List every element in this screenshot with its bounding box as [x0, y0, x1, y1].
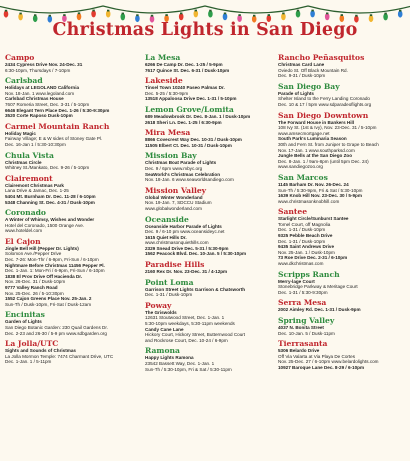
- display-detail: Hotel del Coronado, 1500 Orange Ave.: [5, 222, 85, 228]
- display-name: Merry-lage Court: [278, 278, 315, 284]
- display-name: South Park's Luminaria Season: [278, 136, 347, 142]
- light-bulb-cap: [63, 14, 65, 16]
- column-1: [5, 53, 139, 459]
- display-name: 9777 Valley Ranch Road: [5, 285, 58, 291]
- light-bulb-cap: [151, 15, 153, 17]
- display-detail: www.globalwonderland.com: [145, 205, 202, 211]
- neighborhood-section: [278, 173, 408, 204]
- display-detail: 6:30-10pm, Thursdays / 7-10pm: [5, 67, 71, 73]
- neighborhood-section: [145, 346, 273, 372]
- neighborhood-heading: Ramona: [145, 346, 180, 356]
- display-detail: Shelter Island to the Ferry Landing Coronado: [278, 96, 370, 102]
- display-detail: Dec. 9-31 / Dusk-10pm: [278, 73, 326, 79]
- display-detail: Dec. 1-31 / Dusk-10pm: [278, 238, 326, 244]
- display-detail: 7607 Romeria Street, Dec. 3-31 / 5-10pm: [5, 101, 90, 107]
- neighborhood-heading: Mira Mesa: [145, 128, 191, 138]
- display-detail: Dec. 1-31 / Dusk-10pm: [278, 227, 326, 233]
- display-name: 11505 Elbert Ct. Dec. 10-31 / Dusk-10pm: [145, 142, 232, 148]
- display-detail: Dec. 10-Jan. 5 / Dusk-11pm: [278, 330, 335, 336]
- display-name: 1838 El Prov Drive Off Hacienda Dr.: [5, 273, 83, 279]
- neighborhood-section: [278, 298, 408, 313]
- display-detail: www.christmasonquiethills.com: [145, 240, 209, 246]
- display-name: 7617 Quince St. Dec. 6-31 / Dusk-10pm: [145, 67, 230, 73]
- neighborhood-section: [5, 339, 139, 365]
- neighborhood-heading: Serra Mesa: [278, 298, 327, 308]
- light-bulb-cap: [355, 15, 357, 17]
- display-name: 73 Roe Drive Dec. 2-31 / 6-10pm: [278, 255, 348, 261]
- neighborhood-heading: Scripps Ranch: [278, 269, 340, 279]
- neighborhood-section: [5, 122, 139, 148]
- neighborhood-section: [5, 151, 139, 171]
- display-name: Tinsel Town 10240 Paseo Palmas Dr.: [145, 85, 225, 91]
- light-bulb-cap: [341, 14, 343, 16]
- neighborhood-heading: Mission Valley: [145, 185, 207, 195]
- display-name: 689 Meadowbrook Dr. Dec. 8-Jan. 1 / Dusk-10pm: [145, 113, 251, 119]
- display-detail: 30th and Fern St. from Juniper to Grape to Beach: [278, 141, 379, 147]
- display-detail: Sun-Th / 5:30-9pm, Fri & Sat / 5:30-10pm: [278, 187, 363, 193]
- display-name: The Griswolds: [145, 309, 177, 315]
- neighborhood-heading: Paradise Hills: [145, 260, 205, 270]
- light-bulb-cap: [253, 15, 255, 17]
- display-name: Christmas Card Lane: [278, 62, 325, 67]
- display-name: Starlight Circle/Sunburst Santee: [278, 216, 349, 222]
- display-name: Jungle Bells at the San Diego Zoo: [278, 153, 353, 159]
- display-name: 13518 Appaloosa Drive Dec. 1-31 / 5-10pm: [145, 96, 237, 102]
- display-name: The Forward House in Bankers Hill: [278, 119, 355, 125]
- light-bulb-cap: [5, 10, 7, 12]
- light-bulb-cap: [326, 13, 328, 15]
- display-detail: Oviedo St. Off Black Mountain Rd.: [278, 67, 348, 73]
- display-detail: Nov. 18-Jan. 6 www.seaworldsandiego.com: [145, 177, 234, 183]
- neighborhood-heading: San Marcos: [278, 172, 328, 182]
- display-name: 2160 Rex Dr. Nov. 23-Dec. 31 / 4-12pm: [145, 269, 228, 275]
- display-name: 2434 Cypress Drive Nov. 24-Dec. 31: [5, 62, 83, 67]
- neighborhood-heading: Point Loma: [145, 277, 194, 287]
- display-detail: Dec. 1-31 / Dusk-10pm: [145, 292, 193, 298]
- page-title: Christmas Lights in San Diego: [52, 20, 358, 40]
- display-detail: Dec. 9 / 6pm www.mbyc.org: [145, 165, 203, 171]
- light-bulb-cap: [224, 13, 226, 15]
- display-name: Christmas Boat Parade of Lights: [145, 160, 217, 166]
- neighborhood-heading: Encinitas: [5, 310, 45, 320]
- display-detail: Nov. 25-Dec. 26 / 5-10:30pm: [5, 290, 64, 296]
- display-name: Jingle Bell Hill (Pepper Dr. Lights): [5, 245, 79, 251]
- display-detail: Nov. 25-Jan. 1 / Dusk-10pm: [278, 249, 335, 255]
- display-name: Garden of Lights: [5, 319, 42, 325]
- display-name: Nightmare Before Christmas 11456 Pepper Pl.: [5, 262, 105, 268]
- light-bulb-cap: [399, 10, 401, 12]
- light-bulb-cap: [49, 15, 51, 17]
- light-bulb-cap: [311, 10, 313, 12]
- neighborhood-section: [278, 339, 408, 370]
- display-name: 1145 Barham Dr. Nov. 26-Dec. 24: [278, 181, 349, 187]
- neighborhood-section: [5, 76, 139, 119]
- display-name: Clairemont Christmas Park: [5, 182, 64, 188]
- neighborhood-heading: Poway: [145, 300, 172, 310]
- neighborhood-section: [145, 53, 273, 73]
- neighborhood-section: [278, 82, 408, 108]
- neighborhood-section: [278, 53, 408, 79]
- light-bulb-cap: [92, 10, 94, 12]
- display-detail: Nov. 25-Dec. 27 / 6-10pm www.belardolights.com: [278, 359, 379, 365]
- neighborhood-section: [278, 111, 408, 170]
- neighborhood-heading: Clairemont: [5, 173, 53, 183]
- display-name: 10927 Baroque Lane Dec. 8-29 / 6-10pm: [278, 364, 365, 370]
- neighborhood-heading: Mission Bay: [145, 151, 197, 161]
- display-detail: Dec. 9 / 6-10 pm www.oceansideyc.net: [145, 229, 225, 235]
- neighborhood-section: [278, 207, 408, 266]
- display-detail: www.hoteldel.com: [5, 228, 43, 234]
- display-name: A Winter of Whimsy, Wishes and Wonder: [5, 217, 95, 223]
- neighborhood-heading: Campo: [5, 53, 35, 62]
- display-detail: Dec. 8-Jan. 1 / 9am-8pm (until 5pm Dec. 24): [278, 158, 369, 164]
- display-name: 1562 Peacock Blvd. Dec. 10-Jan. 5 / 5:30-10pm: [145, 251, 247, 257]
- column-3: [278, 53, 408, 459]
- display-detail: Dec. 10 & 17 / 5pm www.sdparadeoflights.org: [278, 101, 372, 107]
- display-name: 5306 Belardo Drive: [278, 348, 320, 354]
- display-name: 9325 Pebble Beach Drive: [278, 233, 333, 239]
- display-detail: Dec. 1-Jan. 1 / 5-11pm: [5, 359, 52, 365]
- column-2: [145, 53, 273, 459]
- display-name: 2618 Sheri Ln. Dec. 1-25 / 6:30-9pm: [145, 119, 222, 125]
- neighborhood-heading: Tierrasanta: [278, 339, 328, 349]
- light-bulb-cap: [180, 13, 182, 15]
- neighborhood-heading: Spring Valley: [278, 316, 335, 325]
- locations-columns: [5, 53, 407, 459]
- display-name: 8866 Covecrest Way Dec. 10-31 / Dusk-10pm: [145, 137, 242, 143]
- light-bulb-cap: [195, 10, 197, 12]
- neighborhood-section: [145, 76, 273, 102]
- display-detail: www.sandiegozoo.org: [278, 164, 323, 170]
- neighborhood-heading: Santee: [278, 207, 308, 217]
- display-detail: 108 Ivy St. (1st & Ivy), Nov. 23-Dec. 31 / 5-10pm: [278, 125, 377, 131]
- neighborhood-section: [145, 151, 273, 182]
- display-name: SeaWorld's Christmas Celebration: [145, 171, 221, 177]
- neighborhood-section: [5, 208, 139, 234]
- display-name: 1639 Knob Hill Nov. 23-Dec. 30 / 5-9pm: [278, 193, 362, 199]
- display-detail: Nov. 17-Jan. 1 www.southparksd.com: [278, 147, 355, 153]
- neighborhood-heading: Lakeside: [145, 76, 183, 86]
- display-name: Holiday Magic: [5, 130, 36, 136]
- display-name: 6646 Elegant Tern Place Dec. 1-26 / 5:30-9:30pm: [5, 107, 110, 113]
- neighborhood-heading: Oceanside: [145, 214, 189, 224]
- display-name: Christmas Circle: [5, 159, 42, 165]
- light-bulb-cap: [268, 14, 270, 16]
- display-name: Holidays at LEGOLAND California: [5, 85, 80, 91]
- display-detail: Stonebridge Parkway & Meritage Court: [278, 284, 358, 290]
- neighborhood-section: [145, 186, 273, 212]
- light-bulb-cap: [136, 14, 138, 16]
- light-bulb-cap: [238, 14, 240, 16]
- display-detail: Fairway Village; E & W sides of Stoney Gate Pl.: [5, 136, 103, 142]
- display-detail: www.dkchristmas.com: [278, 261, 324, 267]
- neighborhood-heading: Coronado: [5, 208, 46, 218]
- display-name: 1552 Cajon Greens Place Nov. 25-Jan. 2: [5, 296, 92, 302]
- display-detail: Dec. 5-25 / 5:30-9pm: [145, 90, 189, 96]
- neighborhood-heading: Lemon Grove/Lomita: [145, 104, 234, 114]
- light-bulb-cap: [209, 10, 211, 12]
- display-detail: Whitney St./Mankato, Dec. 9-26 / 5-10pm: [5, 165, 90, 171]
- display-detail: Dec. 1-31 / 5:30-9:30pm: [278, 289, 328, 295]
- neighborhood-section: [278, 270, 408, 296]
- neighborhood-heading: San Diego Downtown: [278, 110, 369, 120]
- display-detail: www.amsecmortgage.net: [278, 130, 330, 136]
- neighborhood-section: [145, 301, 273, 344]
- neighborhood-section: [145, 105, 273, 125]
- display-name: Garrison Street Lights Garrison & Chatsworth: [145, 286, 246, 292]
- display-detail: and Rockrose Court, Dec. 10-24 / 6-9pm: [145, 337, 228, 343]
- neighborhood-section: [5, 310, 139, 336]
- display-name: 4037 N. Bonita Street: [278, 325, 324, 330]
- light-bulb-cap: [165, 14, 167, 16]
- neighborhood-section: [145, 215, 273, 258]
- display-detail: Dec. 1-Jan. 1: Mon-Fri / 6-9pm, Fri-Sun / 6-10pm: [5, 268, 105, 274]
- light-bulb-cap: [297, 10, 299, 12]
- display-detail: Tomel Court, off Magnolia: [278, 221, 331, 227]
- display-detail: Off Via Valarta at Via Playa De Cortes: [278, 353, 356, 359]
- light-bulb-cap: [78, 12, 80, 14]
- display-detail: Dec. 16-Jan 1 / 5:30-10:30pm: [5, 141, 66, 147]
- neighborhood-section: [5, 237, 139, 308]
- display-detail: Sun-Th / Dusk-10pm, Fri-Sat / Dusk-12am: [5, 301, 92, 307]
- neighborhood-section: [145, 278, 273, 298]
- display-name: Sights and Sounds of Christmas: [5, 348, 76, 354]
- light-bulb-cap: [107, 10, 109, 12]
- neighborhood-heading: Rancho Peñasquitos: [278, 53, 365, 62]
- neighborhood-section: [145, 128, 273, 148]
- display-name: Carlsbad Christmas House: [5, 96, 64, 102]
- display-detail: Sun-Th / 5:30-10pm, Fri & Sat / 5:30-11pm: [145, 366, 232, 372]
- neighborhood-section: [5, 53, 139, 73]
- display-name: Parade of Lights: [278, 90, 314, 96]
- neighborhood-heading: La Mesa: [145, 53, 181, 62]
- display-name: 5404 Mt. Burnham Dr. Dec. 11-28 / 6-10pm: [5, 193, 96, 199]
- display-name: Happy Lights Ramona: [145, 355, 194, 361]
- display-detail: Nov. 26-Dec. 31 / Dusk-10pm: [5, 279, 66, 285]
- display-name: Global Winter Wonderland: [145, 194, 203, 200]
- display-detail: Nov. 18-Jan. 1 www.legoland.com: [5, 90, 75, 96]
- display-name: Oceanside Harbor Parade of Lights: [145, 223, 222, 229]
- neighborhood-section: [278, 316, 408, 336]
- neighborhood-heading: Carlsbad: [5, 76, 43, 86]
- neighborhood-heading: La Jolla/UTC: [5, 339, 59, 349]
- neighborhood-heading: El Cajon: [5, 236, 41, 246]
- display-detail: www.christmasonknobhill.com: [278, 198, 340, 204]
- display-name: Candy Cane Lane: [145, 326, 184, 332]
- display-name: 3520 Corte Raposo Dusk-10pm: [5, 113, 73, 119]
- neighborhood-heading: Carmel Mountain Ranch: [5, 121, 110, 131]
- display-detail: Dec. 2-23 and 26-30 / 5-9 pm www.sdbgarden.org: [5, 330, 107, 336]
- neighborhood-heading: Chula Vista: [5, 150, 54, 160]
- neighborhood-section: [5, 174, 139, 205]
- display-detail: Hickory Court, Hickory Street, Butternwood Court: [145, 332, 246, 338]
- neighborhood-heading: San Diego Bay: [278, 81, 340, 91]
- display-name: 2002 Aimley Rd. Dec. 1-31 / Dusk-9pm: [278, 307, 361, 313]
- light-bulb-cap: [282, 13, 284, 15]
- display-detail: Dec. 7-26: Mon-Thr / 6-9pm, Fri-Sun / 6-10pm: [5, 257, 99, 263]
- display-name: 9435 Saint Andrews Drive: [278, 244, 334, 250]
- display-detail: Solomon Ave./Pepper Drive: [5, 251, 62, 257]
- display-detail: 12631 Stoutwood Street, Dec. 1-Jan. 1: [145, 315, 225, 321]
- display-name: 5348 Channing St. Dec. 4-31 / Dusk-10pm: [5, 199, 95, 205]
- light-bulb-cap: [19, 13, 21, 15]
- display-name: 2329 Snead Drive Dec. 5-31 / 5:30-9pm: [145, 245, 229, 251]
- neighborhood-section: [145, 260, 273, 275]
- display-detail: San Diego Botanic Garden: 230 Quail Gardens Dr.: [5, 325, 108, 330]
- display-name: 1615 Quiet Hills Dr.: [145, 234, 187, 240]
- display-detail: La Jolla Mormon Temple: 7474 Charmant Drive, UTC: [5, 353, 114, 359]
- light-bulb-cap: [34, 14, 36, 16]
- light-bulb-cap: [370, 14, 372, 16]
- light-bulb-cap: [384, 13, 386, 15]
- display-detail: 23542 Bassett Way, Dec. 1-Jan. 1: [145, 361, 215, 366]
- display-detail: 5:30-10pm weekdays, 5:30-11pm weekends: [145, 321, 235, 327]
- light-bulb-cap: [122, 13, 124, 15]
- display-detail: Nov. 19-Jan. 7, SDCCU Stadium: [145, 200, 212, 206]
- display-detail: Lana Drive & Jamac, Dec. 1-25: [5, 188, 69, 194]
- display-name: 6266 De Camp Dr. Dec. 1-25 / 5-9pm: [145, 62, 223, 67]
